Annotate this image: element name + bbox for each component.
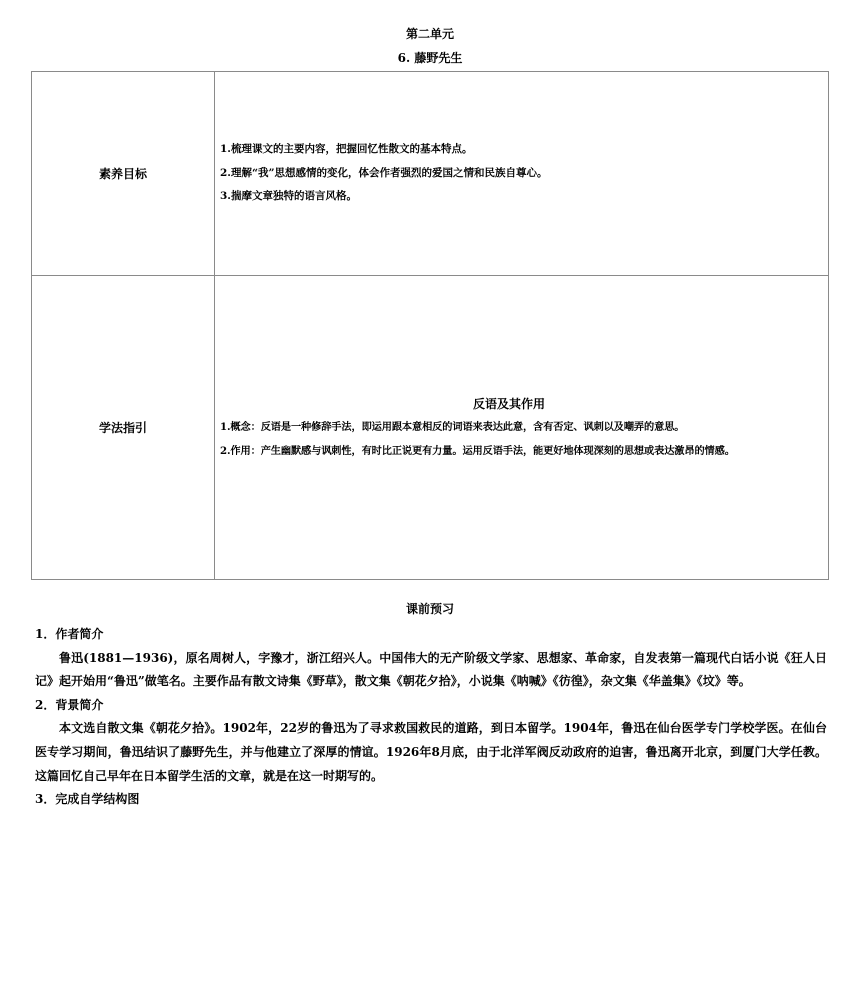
unit-title: 第二单元 <box>405 27 454 41</box>
goal-item: 3.揣摩文章独特的语言风格。 <box>220 190 357 203</box>
study-guide-item: 2.作用：产生幽默感与讽刺性，有时比正说更有力量。运用反语手法，能更好地体现深刻的思想或表达激昂的情感。 <box>220 444 735 457</box>
section-heading-structure: 3．完成自学结构图 <box>35 792 140 807</box>
study-guide-content <box>215 276 829 580</box>
author-intro-paragraph: 鲁迅(1881—1936)，原名周树人，字豫才，浙江绍兴人。中国伟大的无产阶级文学家、思想家、革命家，自发表第一篇现代白话小说《狂人日记》起开始用“鲁迅”做笔名。主要作品有散文诗集《野草》，散文集《朝花夕拾》，小说集《呐喊》《彷徨》，杂文集《华盖集》《坟》等。 <box>35 650 827 689</box>
literacy-goals-label: 素养目标 <box>32 72 215 276</box>
study-guide-subtitle: 反语及其作用 <box>472 397 545 411</box>
literacy-goals-content <box>215 72 829 276</box>
section-heading-background: 2．背景简介 <box>35 697 104 712</box>
table-row-literacy-goals <box>32 72 829 276</box>
preview-title: 课前预习 <box>405 602 454 616</box>
background-paragraph: 本文选自散文集《朝花夕拾》。1902年，22岁的鲁迅为了寻求救国救民的道路，到日本留学。1904年，鲁迅在仙台医学专门学校学医。在仙台医专学习期间，鲁迅结识了藤野先生，并与他建立了深厚的情谊。1926年8月底，由于北洋军阀反动政府的迫害，鲁迅离开北京，到厦门大学任教。这篇回忆自己早年在日本留学生活的文章，就是在这一时期写的。 <box>35 721 827 783</box>
study-guide-item: 1.概念：反语是一种修辞手法，即运用跟本意相反的词语来表达此意，含有否定、讽刺以及嘲弄的意思。 <box>220 421 685 433</box>
goal-item: 2.理解“我”思想感情的变化，体会作者强烈的爱国之情和民族自尊心。 <box>220 166 548 179</box>
preview-body <box>35 623 827 812</box>
lesson-title: 6. 藤野先生 <box>397 51 463 65</box>
goal-item: 1.梳理课文的主要内容，把握回忆性散文的基本特点。 <box>220 143 473 156</box>
table-row-study-guide <box>32 276 829 580</box>
study-guide-label: 学法指引 <box>32 276 215 580</box>
section-heading-author: 1．作者简介 <box>35 627 104 641</box>
goals-table <box>31 71 829 580</box>
